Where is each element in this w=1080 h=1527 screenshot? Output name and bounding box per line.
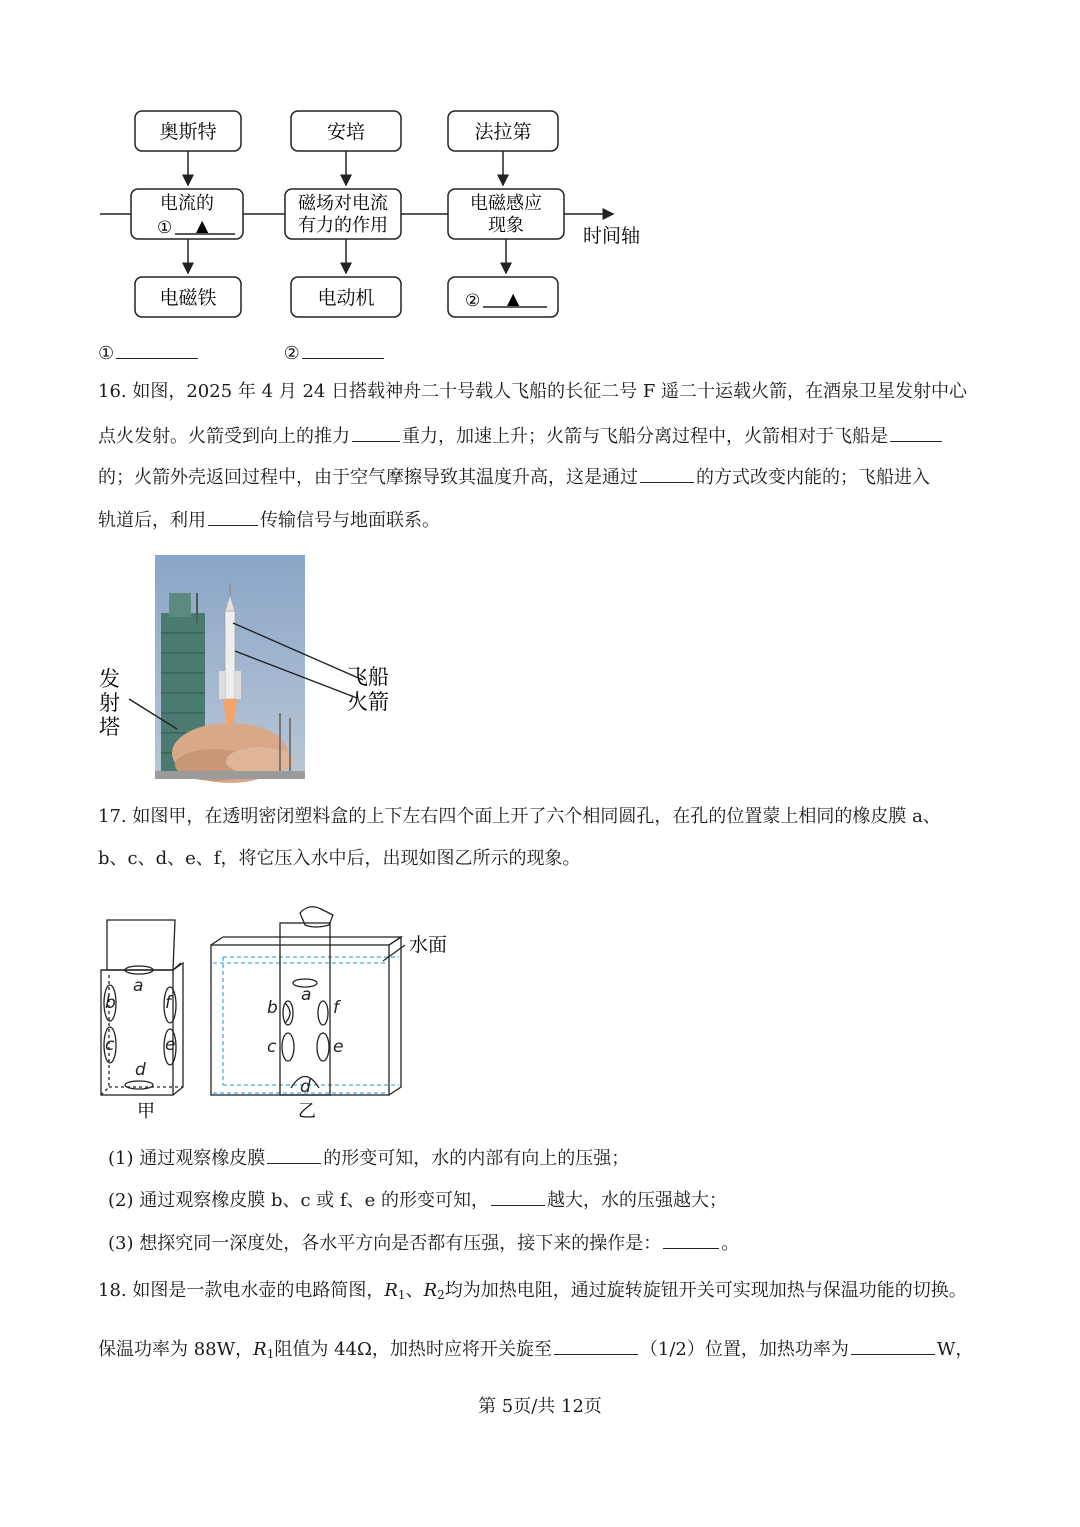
svg-text:①: ① bbox=[157, 218, 173, 238]
q17-sub2: (2) 通过观察橡皮膜 b、c 或 f、e 的形变可知， 越大，水的压强越大； bbox=[108, 1187, 727, 1213]
triangle-icon: ▲ bbox=[507, 289, 520, 308]
svg-text:b: b bbox=[105, 993, 116, 1013]
svg-text:电磁感应: 电磁感应 bbox=[470, 193, 542, 214]
answer-blank-2[interactable] bbox=[302, 340, 384, 359]
svg-text:d: d bbox=[135, 1060, 146, 1080]
box-electromagnet bbox=[135, 277, 241, 317]
svg-text:c: c bbox=[267, 1037, 277, 1057]
box-current-effect bbox=[131, 189, 243, 239]
svg-text:b: b bbox=[267, 998, 278, 1018]
q17-sub3: (3) 想探究同一深度处，各水平方向是否都有压强，接下来的操作是： 。 bbox=[108, 1230, 739, 1256]
q18-line2: 保温功率为 88W，$R_1$阻值为 44Ω，加热时应将开关旋至 （1/2）位置，加热功率为 W， bbox=[98, 1336, 973, 1366]
svg-text:磁场对电流: 磁场对电流 bbox=[298, 193, 388, 214]
label-yi: 乙 bbox=[298, 1101, 316, 1122]
q17-line1: 17. 如图甲，在透明密闭塑料盒的上下左右四个面上开了六个相同圆孔，在孔的位置蒙上相同的橡皮膜 a、 bbox=[98, 806, 941, 827]
q16-line1: 16. 如图，2025 年 4 月 24 日搭载神舟二十号载人飞船的长征二号 F 遥二十运载火箭，在酒泉卫星发射中心 bbox=[98, 381, 968, 402]
page-footer: 第 5页/共 12页 bbox=[478, 1396, 602, 1417]
svg-text:现象: 现象 bbox=[488, 215, 524, 236]
svg-text:d: d bbox=[300, 1077, 311, 1097]
box-blank-2 bbox=[448, 277, 558, 317]
svg-text:c: c bbox=[105, 1035, 115, 1055]
box-oersted bbox=[135, 111, 241, 151]
q18-line1: 18. 如图是一款电水壶的电路简图，$R_1$、$R_2$均为加热电阻，通过旋转旋钮开关可实现加热与保温功能的切换。 bbox=[98, 1280, 967, 1302]
label-tower-1: 发 bbox=[99, 667, 120, 691]
q17-figures bbox=[95, 895, 475, 1125]
q16-line3: 的；火箭外壳返回过程中，由于空气摩擦导致其温度升高，这是通过 的方式改变内能的；飞船进入 bbox=[98, 464, 930, 490]
q17-sub1: (1) 通过观察橡皮膜 的形变可知，水的内部有向上的压强； bbox=[108, 1145, 629, 1171]
rocket-launch-photo bbox=[95, 553, 405, 783]
svg-text:奥斯特: 奥斯特 bbox=[159, 121, 217, 143]
svg-text:电动机: 电动机 bbox=[317, 287, 375, 309]
svg-text:②: ② bbox=[465, 291, 481, 311]
q16-line4: 轨道后，利用 传输信号与地面联系。 bbox=[98, 507, 440, 533]
answer-blanks: ① ② bbox=[98, 340, 386, 366]
box-faraday bbox=[448, 111, 558, 151]
q17-line2: b、c、d、e、f，将它压入水中后，出现如图乙所示的现象。 bbox=[98, 848, 581, 869]
svg-text:a: a bbox=[133, 976, 144, 996]
box-motor bbox=[291, 277, 401, 317]
timeline-diagram bbox=[95, 105, 655, 330]
q16-blank-3[interactable] bbox=[640, 464, 694, 483]
box-induction bbox=[448, 189, 564, 239]
label-ship: 飞船 bbox=[347, 665, 389, 689]
label-rocket: 火箭 bbox=[347, 690, 389, 714]
answer-blank-1[interactable] bbox=[116, 340, 198, 359]
axis-label: 时间轴 bbox=[583, 225, 641, 247]
svg-text:e: e bbox=[165, 1035, 176, 1055]
q16-blank-4[interactable] bbox=[208, 507, 258, 526]
q16-blank-2[interactable] bbox=[890, 423, 942, 442]
q18-blank-1[interactable] bbox=[554, 1336, 638, 1355]
svg-text:有力的作用: 有力的作用 bbox=[298, 215, 388, 236]
q16-line2: 点火发射。火箭受到向上的推力 重力，加速上升；火箭与飞船分离过程中，火箭相对于飞船是 bbox=[98, 423, 944, 449]
q17-blank-3[interactable] bbox=[663, 1230, 719, 1249]
label-water: 水面 bbox=[409, 934, 448, 956]
label-jia: 甲 bbox=[137, 1101, 155, 1122]
svg-text:a: a bbox=[301, 985, 312, 1005]
svg-text:安培: 安培 bbox=[326, 121, 366, 143]
svg-text:电流的: 电流的 bbox=[160, 193, 214, 214]
q17-blank-1[interactable] bbox=[267, 1145, 321, 1164]
svg-text:f: f bbox=[165, 993, 171, 1013]
label-tower-2: 射 bbox=[99, 691, 120, 715]
svg-text:f: f bbox=[333, 998, 339, 1018]
q18-blank-2[interactable] bbox=[851, 1336, 935, 1355]
svg-text:e: e bbox=[333, 1037, 344, 1057]
triangle-icon: ▲ bbox=[196, 216, 209, 235]
q16-blank-1[interactable] bbox=[352, 423, 400, 442]
svg-text:电磁铁: 电磁铁 bbox=[159, 287, 217, 309]
label-tower-3: 塔 bbox=[99, 715, 120, 739]
q17-blank-2[interactable] bbox=[491, 1187, 545, 1206]
svg-text:法拉第: 法拉第 bbox=[474, 121, 532, 143]
box-magnetic-force bbox=[285, 189, 401, 239]
box-ampere bbox=[291, 111, 401, 151]
